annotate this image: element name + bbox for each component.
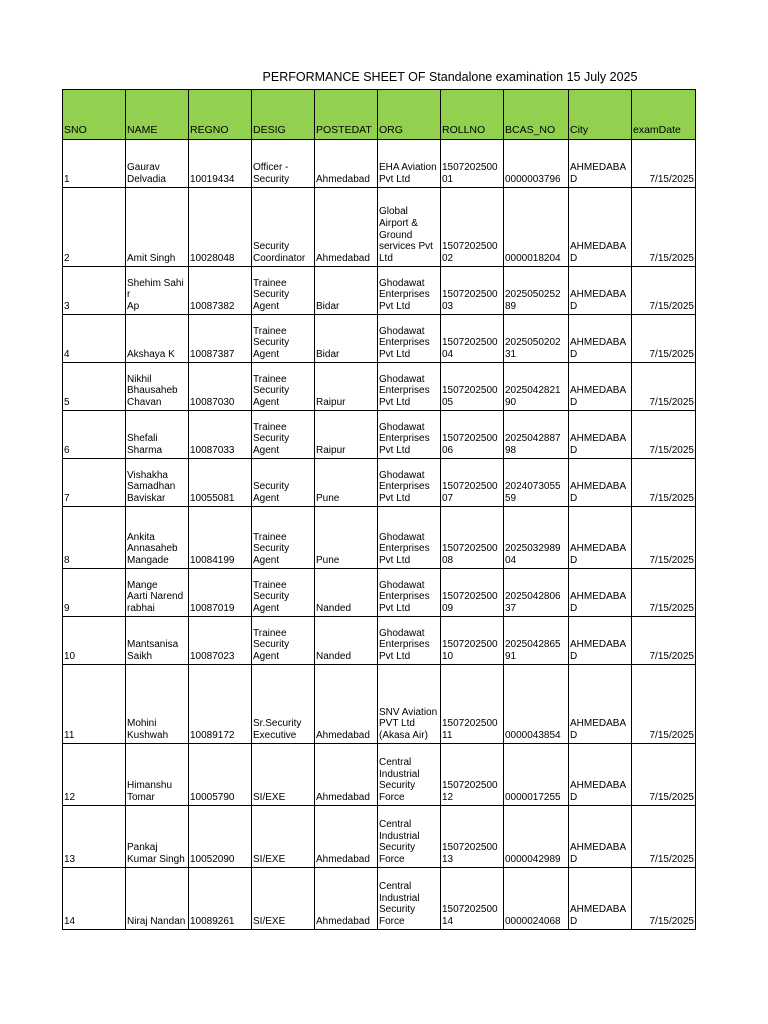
cell-rollno: 1507202500 10 bbox=[441, 617, 504, 665]
cell-regno: 10087023 bbox=[189, 617, 252, 665]
cell-city: AHMEDABA D bbox=[569, 665, 632, 744]
cell-desig: Trainee Security Agent bbox=[252, 363, 315, 411]
cell-city: AHMEDABA D bbox=[569, 744, 632, 806]
cell-desig: Trainee Security Agent bbox=[252, 267, 315, 315]
cell-rollno: 1507202500 06 bbox=[441, 411, 504, 459]
cell-bcas-no: 2024073055 59 bbox=[504, 459, 569, 507]
cell-city: AHMEDABA D bbox=[569, 363, 632, 411]
cell-name: Himanshu Tomar bbox=[126, 744, 189, 806]
cell-name: Vishakha Samadhan Baviskar bbox=[126, 459, 189, 507]
cell-sno: 7 bbox=[63, 459, 126, 507]
cell-regno: 10019434 bbox=[189, 140, 252, 188]
cell-sno: 8 bbox=[63, 507, 126, 569]
cell-bcas-no: 2025050202 31 bbox=[504, 315, 569, 363]
table-row bbox=[63, 363, 696, 411]
sheet-title: PERFORMANCE SHEET OF Standalone examination 15 July 2025 bbox=[262, 70, 638, 84]
table-row bbox=[63, 267, 696, 315]
cell-rollno: 1507202500 02 bbox=[441, 188, 504, 267]
cell-examdate: 7/15/2025 bbox=[632, 617, 696, 665]
cell-examdate: 7/15/2025 bbox=[632, 411, 696, 459]
cell-rollno: 1507202500 04 bbox=[441, 315, 504, 363]
cell-sno: 2 bbox=[63, 188, 126, 267]
table-row bbox=[63, 188, 696, 267]
cell-sno: 3 bbox=[63, 267, 126, 315]
cell-regno: 10084199 bbox=[189, 507, 252, 569]
cell-city: AHMEDABA D bbox=[569, 267, 632, 315]
column-header-desig: DESIG bbox=[252, 90, 315, 140]
cell-rollno: 1507202500 14 bbox=[441, 868, 504, 930]
cell-name: Niraj Nandan bbox=[126, 868, 189, 930]
cell-regno: 10028048 bbox=[189, 188, 252, 267]
cell-city: AHMEDABA D bbox=[569, 188, 632, 267]
cell-desig: Security Agent bbox=[252, 459, 315, 507]
cell-rollno: 1507202500 05 bbox=[441, 363, 504, 411]
cell-bcas-no: 0000018204 bbox=[504, 188, 569, 267]
cell-regno: 10052090 bbox=[189, 806, 252, 868]
cell-sno: 9 bbox=[63, 569, 126, 617]
cell-org: Ghodawat Enterprises Pvt Ltd bbox=[378, 363, 441, 411]
cell-name: Mohini Kushwah bbox=[126, 665, 189, 744]
cell-sno: 13 bbox=[63, 806, 126, 868]
cell-sno: 14 bbox=[63, 868, 126, 930]
cell-city: AHMEDABA D bbox=[569, 806, 632, 868]
cell-bcas-no: 0000024068 bbox=[504, 868, 569, 930]
table-row bbox=[63, 459, 696, 507]
cell-name: Gaurav Delvadia bbox=[126, 140, 189, 188]
cell-desig: Trainee Security Agent bbox=[252, 569, 315, 617]
cell-postedat: Ahmedabad bbox=[315, 140, 378, 188]
cell-rollno: 1507202500 12 bbox=[441, 744, 504, 806]
cell-org: Global Airport & Ground services Pvt Ltd bbox=[378, 188, 441, 267]
table-row bbox=[63, 617, 696, 665]
cell-org: Ghodawat Enterprises Pvt Ltd bbox=[378, 569, 441, 617]
cell-examdate: 7/15/2025 bbox=[632, 459, 696, 507]
cell-org: Ghodawat Enterprises Pvt Ltd bbox=[378, 411, 441, 459]
cell-bcas-no: 2025042821 90 bbox=[504, 363, 569, 411]
cell-city: AHMEDABA D bbox=[569, 459, 632, 507]
cell-org: SNV Aviation PVT Ltd (Akasa Air) bbox=[378, 665, 441, 744]
cell-city: AHMEDABA D bbox=[569, 315, 632, 363]
cell-regno: 10087019 bbox=[189, 569, 252, 617]
cell-rollno: 1507202500 09 bbox=[441, 569, 504, 617]
cell-postedat: Bidar bbox=[315, 267, 378, 315]
cell-postedat: Nanded bbox=[315, 617, 378, 665]
cell-regno: 10055081 bbox=[189, 459, 252, 507]
cell-rollno: 1507202500 13 bbox=[441, 806, 504, 868]
cell-examdate: 7/15/2025 bbox=[632, 744, 696, 806]
cell-name: Pankaj Kumar Singh bbox=[126, 806, 189, 868]
column-header-regno: REGNO bbox=[189, 90, 252, 140]
cell-regno: 10087030 bbox=[189, 363, 252, 411]
cell-regno: 10087033 bbox=[189, 411, 252, 459]
cell-bcas-no: 2025050252 89 bbox=[504, 267, 569, 315]
cell-postedat: Pune bbox=[315, 459, 378, 507]
cell-desig: SI/EXE bbox=[252, 868, 315, 930]
cell-examdate: 7/15/2025 bbox=[632, 315, 696, 363]
table-row bbox=[63, 411, 696, 459]
cell-regno: 10087387 bbox=[189, 315, 252, 363]
cell-city: AHMEDABA D bbox=[569, 617, 632, 665]
cell-desig: SI/EXE bbox=[252, 744, 315, 806]
column-header-postedat: POSTEDAT bbox=[315, 90, 378, 140]
cell-examdate: 7/15/2025 bbox=[632, 806, 696, 868]
cell-org: Ghodawat Enterprises Pvt Ltd bbox=[378, 617, 441, 665]
cell-rollno: 1507202500 01 bbox=[441, 140, 504, 188]
cell-rollno: 1507202500 03 bbox=[441, 267, 504, 315]
cell-desig: Security Coordinator bbox=[252, 188, 315, 267]
table-body bbox=[63, 140, 696, 930]
cell-rollno: 1507202500 11 bbox=[441, 665, 504, 744]
cell-regno: 10087382 bbox=[189, 267, 252, 315]
cell-postedat: Nanded bbox=[315, 569, 378, 617]
cell-examdate: 7/15/2025 bbox=[632, 363, 696, 411]
cell-org: Ghodawat Enterprises Pvt Ltd bbox=[378, 267, 441, 315]
cell-name: Shefali Sharma bbox=[126, 411, 189, 459]
cell-postedat: Raipur bbox=[315, 363, 378, 411]
cell-sno: 1 bbox=[63, 140, 126, 188]
column-header-examdate: examDate bbox=[632, 90, 696, 140]
cell-name: Nikhil Bhausaheb Chavan bbox=[126, 363, 189, 411]
column-header-org: ORG bbox=[378, 90, 441, 140]
cell-desig: Trainee Security Agent bbox=[252, 507, 315, 569]
cell-org: EHA Aviation Pvt Ltd bbox=[378, 140, 441, 188]
cell-postedat: Ahmedabad bbox=[315, 806, 378, 868]
cell-sno: 11 bbox=[63, 665, 126, 744]
cell-city: AHMEDABA D bbox=[569, 140, 632, 188]
cell-postedat: Pune bbox=[315, 507, 378, 569]
cell-bcas-no: 2025042887 98 bbox=[504, 411, 569, 459]
cell-examdate: 7/15/2025 bbox=[632, 868, 696, 930]
cell-regno: 10005790 bbox=[189, 744, 252, 806]
performance-table bbox=[62, 89, 696, 930]
cell-examdate: 7/15/2025 bbox=[632, 140, 696, 188]
cell-bcas-no: 0000042989 bbox=[504, 806, 569, 868]
cell-sno: 4 bbox=[63, 315, 126, 363]
cell-rollno: 1507202500 08 bbox=[441, 507, 504, 569]
table-row bbox=[63, 665, 696, 744]
cell-desig: Trainee Security Agent bbox=[252, 315, 315, 363]
cell-desig: SI/EXE bbox=[252, 806, 315, 868]
table-row bbox=[63, 569, 696, 617]
cell-regno: 10089261 bbox=[189, 868, 252, 930]
cell-name: Mange Aarti Narend rabhai bbox=[126, 569, 189, 617]
cell-org: Ghodawat Enterprises Pvt Ltd bbox=[378, 507, 441, 569]
cell-examdate: 7/15/2025 bbox=[632, 188, 696, 267]
cell-examdate: 7/15/2025 bbox=[632, 569, 696, 617]
table-row bbox=[63, 744, 696, 806]
column-header-rollno: ROLLNO bbox=[441, 90, 504, 140]
cell-name: Shehim Sahir Ap bbox=[126, 267, 189, 315]
cell-regno: 10089172 bbox=[189, 665, 252, 744]
cell-bcas-no: 2025042806 37 bbox=[504, 569, 569, 617]
cell-desig: Trainee Security Agent bbox=[252, 617, 315, 665]
cell-rollno: 1507202500 07 bbox=[441, 459, 504, 507]
cell-org: Central Industrial Security Force bbox=[378, 806, 441, 868]
cell-name: Akshaya K bbox=[126, 315, 189, 363]
cell-org: Central Industrial Security Force bbox=[378, 868, 441, 930]
cell-name: Ankita Annasaheb Mangade bbox=[126, 507, 189, 569]
cell-examdate: 7/15/2025 bbox=[632, 267, 696, 315]
cell-org: Central Industrial Security Force bbox=[378, 744, 441, 806]
cell-city: AHMEDABA D bbox=[569, 507, 632, 569]
cell-bcas-no: 0000003796 bbox=[504, 140, 569, 188]
cell-postedat: Raipur bbox=[315, 411, 378, 459]
table-row bbox=[63, 315, 696, 363]
cell-bcas-no: 0000017255 bbox=[504, 744, 569, 806]
table-row bbox=[63, 507, 696, 569]
cell-sno: 5 bbox=[63, 363, 126, 411]
cell-sno: 12 bbox=[63, 744, 126, 806]
cell-postedat: Bidar bbox=[315, 315, 378, 363]
cell-examdate: 7/15/2025 bbox=[632, 665, 696, 744]
cell-city: AHMEDABA D bbox=[569, 868, 632, 930]
cell-examdate: 7/15/2025 bbox=[632, 507, 696, 569]
cell-bcas-no: 0000043854 bbox=[504, 665, 569, 744]
column-header-name: NAME bbox=[126, 90, 189, 140]
column-header-sno: SNO bbox=[63, 90, 126, 140]
cell-city: AHMEDABA D bbox=[569, 411, 632, 459]
cell-desig: Sr.Security Executive bbox=[252, 665, 315, 744]
cell-org: Ghodawat Enterprises Pvt Ltd bbox=[378, 315, 441, 363]
header-row bbox=[63, 90, 696, 140]
column-header-city: City bbox=[569, 90, 632, 140]
cell-bcas-no: 2025042865 91 bbox=[504, 617, 569, 665]
cell-bcas-no: 2025032989 04 bbox=[504, 507, 569, 569]
cell-city: AHMEDABA D bbox=[569, 569, 632, 617]
cell-name: Amit Singh bbox=[126, 188, 189, 267]
cell-postedat: Ahmedabad bbox=[315, 188, 378, 267]
column-header-bcas-no: BCAS_NO bbox=[504, 90, 569, 140]
cell-postedat: Ahmedabad bbox=[315, 744, 378, 806]
cell-sno: 6 bbox=[63, 411, 126, 459]
cell-sno: 10 bbox=[63, 617, 126, 665]
cell-desig: Trainee Security Agent bbox=[252, 411, 315, 459]
cell-postedat: Ahmedabad bbox=[315, 665, 378, 744]
cell-postedat: Ahmedabad bbox=[315, 868, 378, 930]
cell-org: Ghodawat Enterprises Pvt Ltd bbox=[378, 459, 441, 507]
cell-desig: Officer - Security bbox=[252, 140, 315, 188]
table-row bbox=[63, 140, 696, 188]
cell-name: Mantsanisa Saikh bbox=[126, 617, 189, 665]
table-row bbox=[63, 806, 696, 868]
table-row bbox=[63, 868, 696, 930]
